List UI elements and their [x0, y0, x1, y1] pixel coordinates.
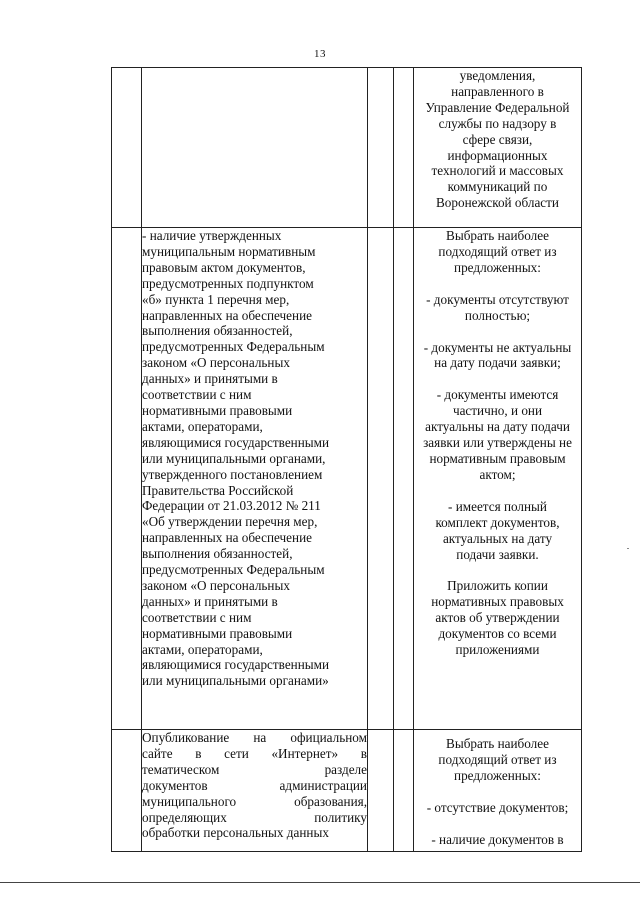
- criterion-line: нормативными правовыми: [142, 625, 293, 641]
- criterion-line: документов администрации: [142, 777, 367, 793]
- answer-line: приложениями: [455, 642, 540, 658]
- answer-line: - наличие документов в: [431, 831, 564, 847]
- answer-line: документов со всеми: [438, 626, 557, 642]
- table-cell-criterion: [142, 730, 368, 852]
- answer-line: частично, и они: [452, 403, 543, 419]
- answer-line: на дату подачи заявки;: [434, 355, 561, 371]
- criterion-line: тематическом разделе: [142, 761, 367, 777]
- answer-line: заявки или утверждены не: [423, 435, 572, 451]
- answer-line: службы по надзору в: [438, 115, 557, 131]
- answer-line: - документы имеются: [436, 387, 559, 403]
- criterion-line: или муниципальными органами,: [142, 450, 326, 466]
- criterion-line: данных» и принятыми в: [142, 593, 278, 609]
- table-cell-number: [112, 228, 142, 730]
- table-cell-number: [112, 730, 142, 852]
- answer-line: - имеется полный: [448, 498, 547, 514]
- table-cell-empty: [368, 730, 394, 852]
- spacer: [414, 816, 581, 832]
- criterion-line: направленных на обеспечение: [142, 530, 313, 546]
- criterion-line: - наличие утвержденных: [142, 228, 282, 243]
- criterion-line: «Об утверждении перечня мер,: [142, 514, 318, 530]
- answer-line: - документы не актуальны: [423, 339, 572, 355]
- table-cell-empty: [368, 228, 394, 730]
- answer-line: информационных: [447, 147, 548, 163]
- answer-line: подходящий ответ из: [438, 751, 557, 767]
- answer-line: предложенных:: [454, 767, 541, 783]
- criterion-line: Федерации от 21.03.2012 № 211: [142, 498, 321, 514]
- table-row: [112, 730, 582, 852]
- table-cell-answer: [414, 68, 582, 228]
- criteria-table: [111, 67, 582, 852]
- answer-line: - документы отсутствуют: [426, 291, 569, 307]
- criterion-line: выполнения обязанностей,: [142, 546, 293, 562]
- table-cell-answer: [414, 730, 582, 852]
- criterion-line: муниципальным нормативным: [142, 243, 316, 259]
- criterion-line: обработки персональных данных: [142, 825, 329, 841]
- table-cell-empty: [394, 730, 414, 852]
- spacer: [414, 483, 581, 499]
- answer-line: уведомления,: [459, 68, 536, 83]
- answer-line: - отсутствие документов;: [426, 799, 569, 815]
- scan-speck: [627, 548, 629, 549]
- criterion-line: выполнения обязанностей,: [142, 323, 293, 339]
- answer-line: нормативным правовым: [429, 450, 566, 466]
- answer-line: коммуникаций по: [447, 179, 548, 195]
- table-cell-empty: [394, 68, 414, 228]
- answer-line: Выбрать наиболее: [446, 228, 549, 243]
- criterion-line: актами, операторами,: [142, 418, 263, 434]
- criterion-line: соответствии с ним: [142, 387, 252, 403]
- spacer: [414, 371, 581, 387]
- criterion-line: правовым актом документов,: [142, 259, 306, 275]
- answer-line: направленного в: [451, 83, 544, 99]
- criterion-line: сайте в сети «Интернет» в: [142, 745, 367, 761]
- criterion-line: Опубликование на официальном: [142, 730, 367, 745]
- criterion-line: «б» пункта 1 перечня мер,: [142, 291, 290, 307]
- spacer: [414, 562, 581, 578]
- criterion-line: утвержденного постановлением: [142, 466, 323, 482]
- spacer: [414, 276, 581, 292]
- answer-line: актуальны на дату подачи: [425, 419, 570, 435]
- table-cell-empty: [394, 228, 414, 730]
- answer-line: актов об утверждении: [435, 610, 560, 626]
- answer-line: сфере связи,: [462, 131, 533, 147]
- answer-line: полностью;: [464, 307, 531, 323]
- criterion-line: нормативными правовыми: [142, 402, 293, 418]
- criterion-line: предусмотренных Федеральным: [142, 339, 325, 355]
- criterion-line: или муниципальными органами»: [142, 673, 329, 689]
- answer-line: Выбрать наиболее: [446, 736, 549, 751]
- criterion-line: направленных на обеспечение: [142, 307, 313, 323]
- criterion-line: законом «О персональных: [142, 355, 290, 371]
- criterion-line: соответствии с ним: [142, 609, 252, 625]
- criterion-line: данных» и принятыми в: [142, 371, 278, 387]
- answer-line: актуальных на дату: [442, 530, 553, 546]
- answer-line: технологий и массовых: [431, 163, 564, 179]
- answer-line: Управление Федеральной: [425, 99, 570, 115]
- criterion-line: предусмотренных Федеральным: [142, 562, 325, 578]
- answer-line: подачи заявки.: [456, 546, 539, 562]
- table-row: [112, 228, 582, 730]
- spacer: [414, 784, 581, 800]
- spacer: [414, 324, 581, 340]
- table-cell-empty: [368, 68, 394, 228]
- criterion-line: предусмотренных подпунктом: [142, 275, 314, 291]
- criterion-line: законом «О персональных: [142, 577, 290, 593]
- table-cell-number: [112, 68, 142, 228]
- table-cell-criterion: [142, 228, 368, 730]
- table-cell-answer: [414, 228, 582, 730]
- table-row: [112, 68, 582, 228]
- answer-line: нормативных правовых: [431, 594, 564, 610]
- answer-line: Воронежской области: [436, 195, 559, 211]
- answer-line: предложенных:: [454, 259, 541, 275]
- criterion-line: определяющих политику: [142, 809, 367, 825]
- criterion-line: являющимися государственными: [142, 434, 330, 450]
- page-bottom-rule: [0, 882, 640, 883]
- answer-line: актом;: [479, 466, 516, 482]
- criterion-line: актами, операторами,: [142, 641, 263, 657]
- page-number: 13: [314, 48, 326, 60]
- criterion-line: муниципального образования,: [142, 793, 367, 809]
- table-cell-criterion: [142, 68, 368, 228]
- answer-line: комплект документов,: [435, 514, 560, 530]
- criterion-line: Правительства Российской: [142, 482, 294, 498]
- answer-line: подходящий ответ из: [438, 243, 557, 259]
- criterion-line: являющимися государственными: [142, 657, 330, 673]
- answer-line: Приложить копии: [447, 578, 548, 594]
